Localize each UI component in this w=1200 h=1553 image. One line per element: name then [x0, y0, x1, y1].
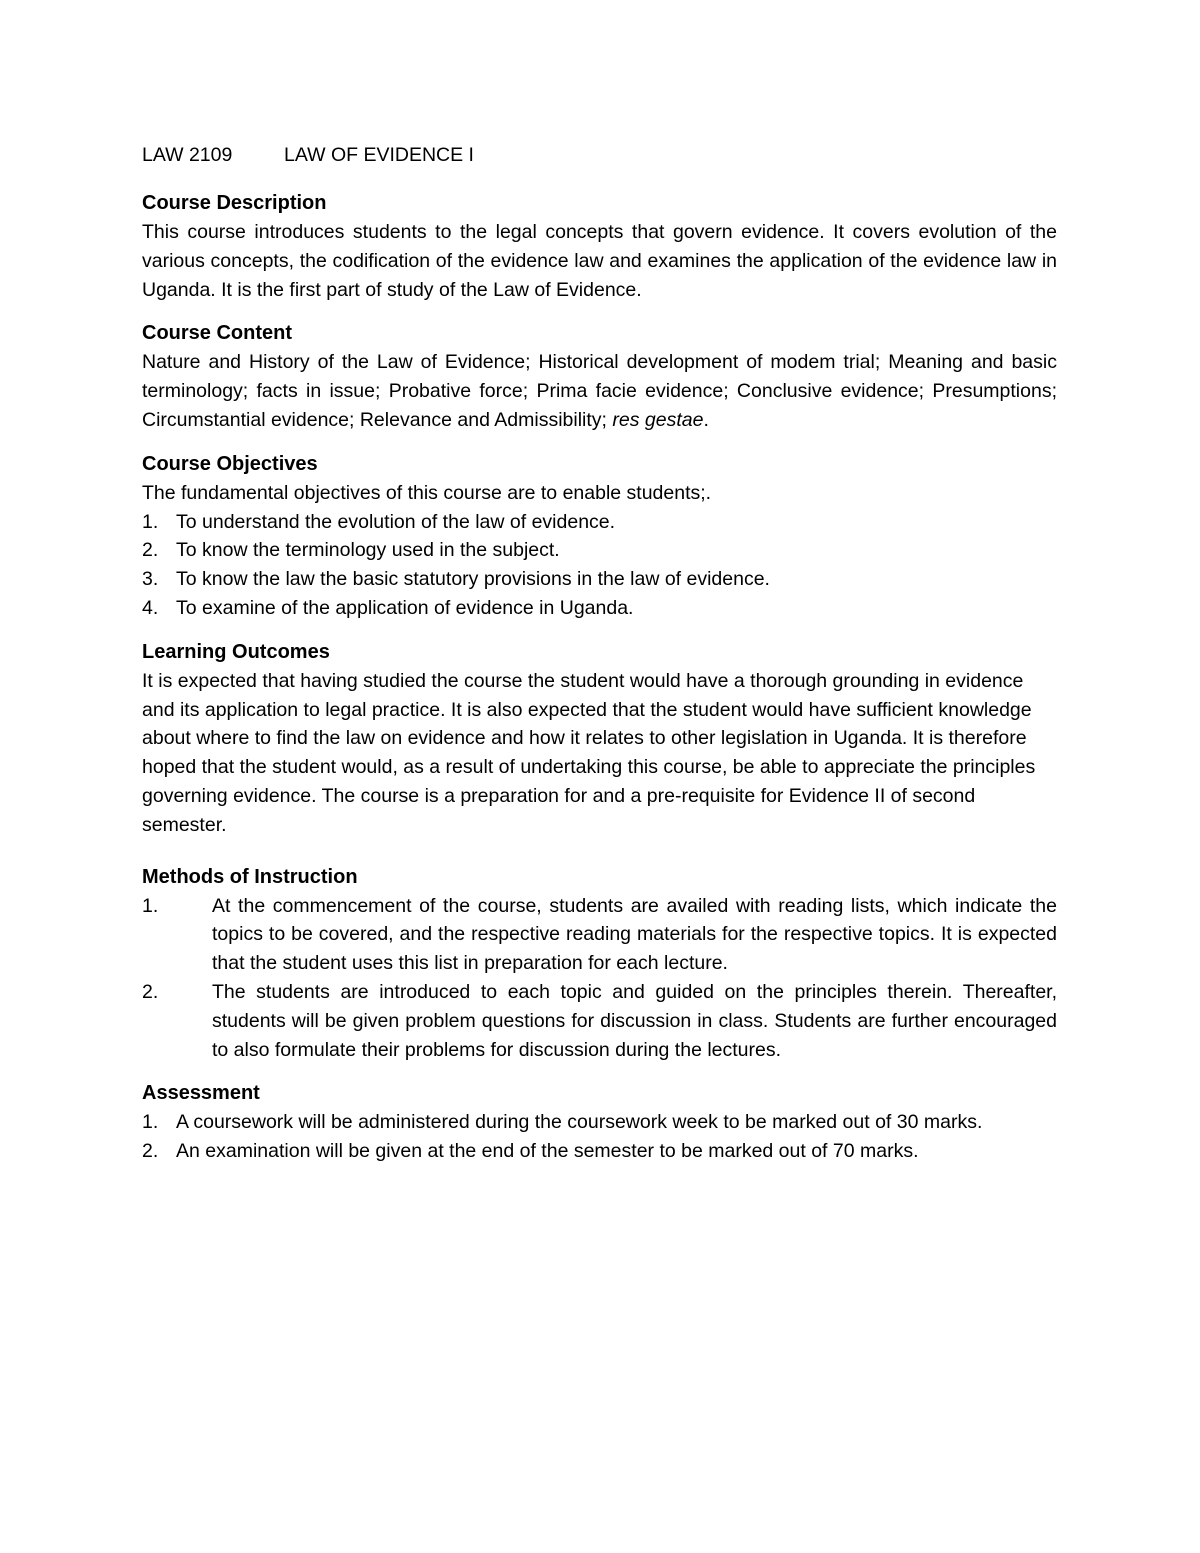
course-content-italic: res gestae [612, 408, 704, 431]
course-content-end: . [703, 408, 709, 431]
list-item [142, 536, 1057, 565]
course-objectives-section [142, 449, 1057, 623]
methods-list [142, 892, 1057, 1065]
course-content-heading: Course Content [142, 322, 292, 345]
assessment-heading: Assessment [142, 1082, 260, 1105]
list-item [142, 978, 1057, 1064]
list-item [142, 1137, 1057, 1166]
list-number: 4. [142, 596, 159, 619]
course-objectives-intro: The fundamental objectives of this course are to enable students;. [142, 481, 712, 504]
objectives-list [142, 508, 1057, 623]
methods-heading: Methods of Instruction [142, 865, 358, 888]
course-description-section [142, 188, 1057, 304]
learning-outcomes-heading: Learning Outcomes [142, 640, 330, 663]
list-text: At the commencement of the course, students are availed with reading lists, which indicate the topics to be covered, and the respective reading materials for the respective topics. It is expected that the student uses this list in preparation for each lecture. [212, 894, 1057, 975]
list-item [142, 892, 1057, 978]
document-title-row [142, 140, 1057, 170]
assessment-list [142, 1108, 1057, 1166]
course-objectives-heading: Course Objectives [142, 452, 318, 475]
list-number: 1. [142, 510, 159, 533]
list-text: To examine of the application of evidence in Uganda. [176, 596, 634, 619]
list-item [142, 508, 1057, 537]
learning-outcomes-text: It is expected that having studied the course the student would have a thorough grounding in evidence and its application to legal practice. It is also expected that the student would have sufficient knowledge about where to find the law on evidence and how it relates to other legislation in Uganda. It is therefore hoped that the student would, as a result of undertaking this course, be able to appreciate the principles governing evidence. The course is a preparation for and a pre-requisite for Evidence II of second semester. [142, 669, 1036, 836]
list-text: To know the law the basic statutory provisions in the law of evidence. [176, 568, 770, 591]
course-description-heading: Course Description [142, 192, 327, 214]
assessment-section [142, 1078, 1057, 1166]
document-page [142, 140, 1057, 1180]
course-content-body: Nature and History of the Law of Evidence; Historical development of modem trial; Meaning and basic terminology; facts in issue; Probative force; Prima facie evidence; Conclusive evidence; Presumptions; Circumstantial evidence; Relevance and Admissibility; [142, 351, 1057, 431]
list-text: To understand the evolution of the law of evidence. [176, 510, 616, 533]
course-title: LAW OF EVIDENCE I [284, 144, 474, 166]
course-description-text: This course introduces students to the legal concepts that govern evidence. It covers evolution of the various concepts, the codification of the evidence law and examines the application of the evidence law in Uganda. It is the first part of study of the Law of Evidence. [142, 221, 1057, 301]
list-text: An examination will be given at the end of the semester to be marked out of 70 marks. [176, 1140, 919, 1163]
list-number: 3. [142, 568, 159, 591]
list-item [142, 565, 1057, 594]
list-item [142, 594, 1057, 623]
list-text: The students are introduced to each topic and guided on the principles therein. Thereafter, students will be given problem questions for discussion in class. Students are further encouraged to also formulate their problems for discussion during the lectures. [212, 980, 1057, 1061]
list-number: 2. [142, 1140, 159, 1163]
list-number: 2. [142, 980, 159, 1003]
course-content-section [142, 318, 1057, 434]
course-content-text [142, 348, 1057, 434]
list-number: 1. [142, 1111, 159, 1134]
learning-outcomes-section [142, 637, 1057, 840]
list-item [142, 1108, 1057, 1137]
methods-section [142, 862, 1057, 1065]
list-number: 2. [142, 539, 159, 562]
course-code: LAW 2109 [142, 144, 233, 166]
list-text: A coursework will be administered during the coursework week to be marked out of 30 marks. [176, 1111, 983, 1134]
list-number: 1. [142, 894, 159, 917]
list-text: To know the terminology used in the subject. [176, 539, 560, 562]
